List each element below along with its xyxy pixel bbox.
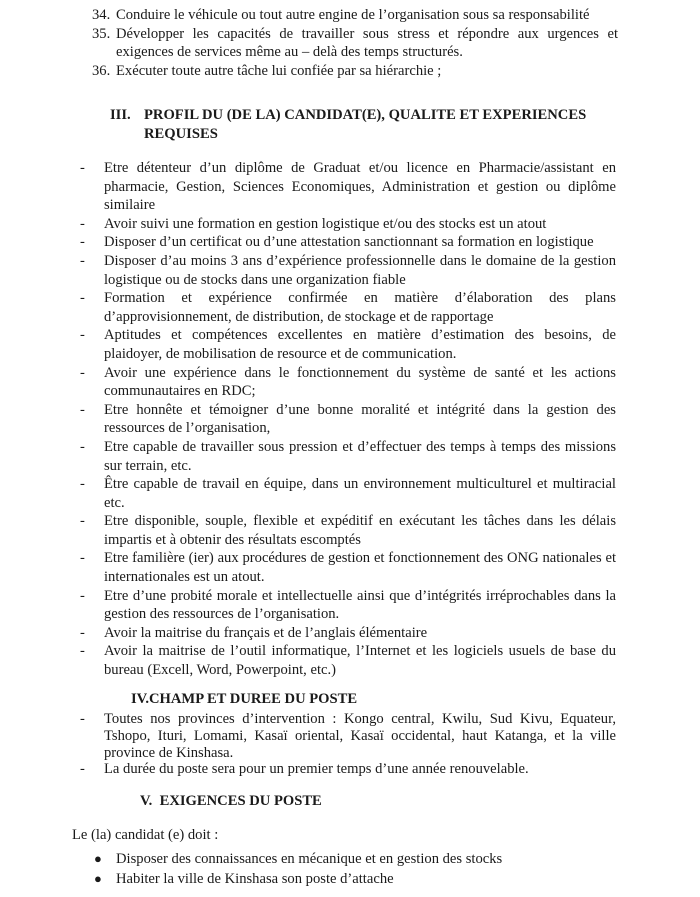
dash-marker: - bbox=[80, 364, 85, 381]
section-title: PROFIL DU (DE LA) CANDIDAT(E), QUALITE ET EXPERIENCES REQUISES bbox=[144, 107, 587, 142]
numbered-list bbox=[92, 6, 618, 80]
item-number: 34. bbox=[92, 7, 111, 23]
item-text: La durée du poste sera pour un premier temps d’une année renouvelable. bbox=[104, 761, 529, 778]
list-item bbox=[80, 761, 616, 778]
dash-marker: - bbox=[80, 643, 85, 660]
lead-text: Le (la) candidat (e) doit : bbox=[72, 827, 219, 843]
list-item bbox=[80, 587, 616, 624]
list-item bbox=[80, 711, 616, 761]
list-item bbox=[80, 549, 616, 586]
dash-marker: - bbox=[80, 438, 85, 455]
item-text: Etre honnête et témoigner d’une bonne moralité et intégrité dans la gestion des ressources de l’organisation, bbox=[104, 401, 616, 437]
item-text: Être capable de travail en équipe, dans un environnement multiculturel et multiracial etc. bbox=[104, 476, 616, 511]
list-item bbox=[80, 624, 616, 643]
item-text: Avoir une expérience dans le fonctionnement du système de santé et les actions communautaires en RDC; bbox=[104, 364, 616, 400]
dash-marker: - bbox=[80, 711, 85, 727]
item-text: Avoir la maitrise du français et de l’anglais élémentaire bbox=[104, 624, 428, 641]
dash-marker: - bbox=[80, 290, 85, 307]
item-text: Conduire le véhicule ou tout autre engine de l’organisation sous sa responsabilité bbox=[116, 7, 590, 23]
bullet-icon: ● bbox=[94, 871, 102, 886]
item-text: Disposer d’au moins 3 ans d’expérience professionnelle dans le domaine de la gestion logistique ou de stocks dans une organization fiable bbox=[104, 252, 616, 288]
dash-marker: - bbox=[80, 761, 85, 778]
profile-list bbox=[80, 159, 616, 680]
list-item bbox=[80, 642, 616, 679]
bullet-icon: ● bbox=[94, 851, 102, 866]
requirements-list bbox=[92, 849, 612, 889]
dash-marker: - bbox=[80, 550, 85, 567]
list-item bbox=[80, 233, 616, 252]
dash-marker: - bbox=[80, 252, 85, 269]
item-text: Habiter la ville de Kinshasa son poste d’attache bbox=[116, 871, 394, 887]
item-text: Formation et expérience confirmée en matière d’élaboration des plans d’approvisionnement, de distribution, de stockage et de rapportage bbox=[104, 290, 616, 325]
section-title: IV.CHAMP ET DUREE DU POSTE bbox=[131, 691, 358, 707]
dash-marker: - bbox=[80, 624, 85, 641]
item-text: Disposer d’un certificat ou d’une attestation sanctionnant sa formation en logistique bbox=[104, 234, 594, 251]
list-item bbox=[80, 215, 616, 234]
item-text: Etre capable de travailler sous pression et d’effectuer des temps à temps des missions sur terrain, etc. bbox=[104, 438, 616, 474]
list-item bbox=[80, 364, 616, 401]
dash-marker: - bbox=[80, 234, 85, 251]
section-heading-exigences bbox=[140, 792, 322, 811]
dash-marker: - bbox=[80, 327, 85, 344]
list-item bbox=[80, 326, 616, 363]
item-text: Etre familière (ier) aux procédures de gestion et fonctionnement des ONG nationales et internationales est un atout. bbox=[104, 550, 616, 586]
list-item bbox=[80, 159, 616, 215]
item-text: Disposer des connaissances en mécanique et en gestion des stocks bbox=[116, 851, 503, 867]
section-heading-profil bbox=[110, 106, 630, 143]
champ-list bbox=[80, 711, 616, 778]
item-text: Avoir la maitrise de l’outil informatique, l’Internet et les logiciels usuels de base du bureau (Excell, Word, Powerpoint, etc.) bbox=[104, 643, 616, 679]
item-text: Avoir suivi une formation en gestion logistique et/ou des stocks est un atout bbox=[104, 215, 547, 232]
dash-marker: - bbox=[80, 160, 85, 176]
list-item bbox=[80, 438, 616, 475]
item-text: Etre d’une probité morale et intellectuelle ainsi que d’intégrités irréprochables dans la gestion des ressources de l’organisation. bbox=[104, 587, 616, 623]
list-item bbox=[92, 62, 618, 81]
item-text: Etre détenteur d’un diplôme de Graduat et/ou licence en Pharmacie/assistant en pharmacie, Gestion, Sciences Economiques, Administration et gestion ou diplôme similaire bbox=[104, 160, 616, 214]
list-item bbox=[92, 869, 612, 889]
dash-marker: - bbox=[80, 587, 85, 604]
item-text: Aptitudes et compétences excellentes en matière d’estimation des besoins, de plaidoyer, de mobilisation de resource et de communication. bbox=[104, 327, 616, 362]
item-text: Développer les capacités de travailler sous stress et répondre aux urgences et exigences de services même au – delà des temps structurés. bbox=[116, 25, 618, 60]
item-number: 35. bbox=[92, 25, 111, 42]
dash-marker: - bbox=[80, 513, 85, 530]
item-text: Etre disponible, souple, flexible et expéditif en exécutant les tâches dans les délais impartis et à obtenir des résultats escomptés bbox=[104, 513, 616, 548]
list-item bbox=[80, 512, 616, 549]
section-title: V. EXIGENCES DU POSTE bbox=[140, 793, 322, 809]
section-number: III. bbox=[110, 107, 131, 123]
item-number: 36. bbox=[92, 62, 111, 79]
list-item bbox=[80, 252, 616, 289]
list-item bbox=[80, 289, 616, 326]
list-item bbox=[92, 6, 618, 25]
list-item bbox=[92, 25, 618, 62]
item-text: Exécuter toute autre tâche lui confiée par sa hiérarchie ; bbox=[116, 62, 442, 79]
dash-marker: - bbox=[80, 476, 85, 493]
section-heading-champ bbox=[131, 690, 357, 709]
dash-marker: - bbox=[80, 401, 85, 418]
item-text: Toutes nos provinces d’intervention : Kongo central, Kwilu, Sud Kivu, Equateur, Tshopo, Ituri, Lomami, Kasaï oriental, Kasaï occidental, haut Katanga, et la ville province de Kinshasa. bbox=[104, 711, 616, 761]
list-item bbox=[80, 475, 616, 512]
list-item bbox=[80, 401, 616, 438]
list-item bbox=[92, 849, 612, 869]
dash-marker: - bbox=[80, 215, 85, 232]
